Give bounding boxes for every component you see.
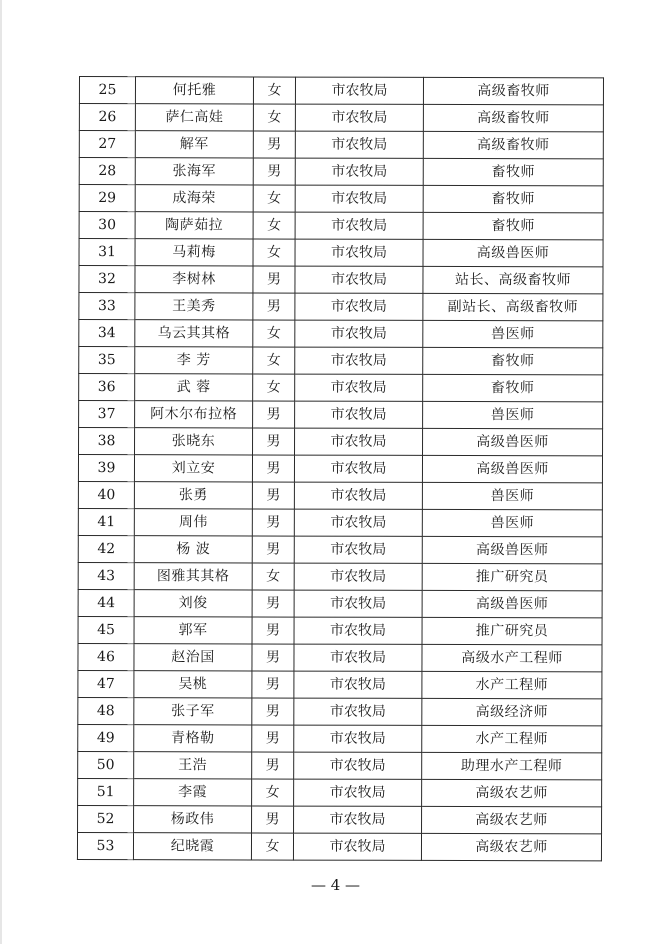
unit-cell: 市农牧局 xyxy=(295,293,423,320)
unit-cell: 市农牧局 xyxy=(294,779,422,806)
name-cell: 青格勒 xyxy=(134,725,252,752)
table-row xyxy=(78,670,602,698)
row-number-cell: 31 xyxy=(79,239,135,266)
unit-cell: 市农牧局 xyxy=(295,212,423,239)
title-cell: 高级畜牧师 xyxy=(423,104,603,131)
title-cell: 高级兽医师 xyxy=(422,455,602,482)
row-number-cell: 25 xyxy=(79,77,135,104)
name-cell: 刘俊 xyxy=(134,590,252,617)
row-number-cell: 30 xyxy=(79,212,135,239)
table-row xyxy=(78,589,602,617)
row-number-cell: 32 xyxy=(79,266,135,293)
title-cell: 兽医师 xyxy=(422,482,602,509)
title-cell: 高级水产工程师 xyxy=(422,644,602,671)
gender-cell: 男 xyxy=(252,725,294,752)
name-cell: 李霞 xyxy=(134,779,252,806)
name-cell: 杨政伟 xyxy=(134,806,252,833)
unit-cell: 市农牧局 xyxy=(294,644,422,671)
title-cell: 高级畜牧师 xyxy=(423,77,603,104)
row-number-cell: 48 xyxy=(78,697,134,724)
name-cell: 萨仁高娃 xyxy=(135,104,253,131)
unit-cell: 市农牧局 xyxy=(294,725,422,752)
title-cell: 高级农艺师 xyxy=(422,779,602,806)
unit-cell: 市农牧局 xyxy=(294,590,422,617)
table-row xyxy=(79,104,603,132)
row-number-cell: 41 xyxy=(78,508,134,535)
unit-cell: 市农牧局 xyxy=(294,617,422,644)
name-cell: 张子军 xyxy=(134,698,252,725)
row-number-cell: 40 xyxy=(78,481,134,508)
name-cell: 李树林 xyxy=(135,266,253,293)
title-cell: 高级农艺师 xyxy=(422,806,602,833)
gender-cell: 女 xyxy=(253,239,295,266)
name-cell: 张勇 xyxy=(134,482,252,509)
table-row xyxy=(79,428,603,456)
gender-cell: 男 xyxy=(253,428,295,455)
title-cell: 高级兽医师 xyxy=(423,239,603,266)
gender-cell: 女 xyxy=(253,77,295,104)
unit-cell: 市农牧局 xyxy=(295,185,423,212)
row-number-cell: 53 xyxy=(77,832,133,859)
row-number-cell: 43 xyxy=(78,562,134,589)
title-cell: 畜牧师 xyxy=(423,158,603,185)
gender-cell: 男 xyxy=(252,482,294,509)
gender-cell: 女 xyxy=(253,212,295,239)
unit-cell: 市农牧局 xyxy=(294,455,422,482)
unit-cell: 市农牧局 xyxy=(295,428,423,455)
gender-cell: 女 xyxy=(253,347,295,374)
name-cell: 郭军 xyxy=(134,617,252,644)
gender-cell: 女 xyxy=(253,185,295,212)
row-number-cell: 45 xyxy=(78,616,134,643)
name-cell: 纪晓霞 xyxy=(133,833,251,860)
row-number-cell: 34 xyxy=(79,320,135,347)
unit-cell: 市农牧局 xyxy=(295,131,423,158)
page-edge-shadow xyxy=(0,0,2,944)
gender-cell: 男 xyxy=(252,455,294,482)
gender-cell: 女 xyxy=(251,833,293,860)
table-row xyxy=(79,320,603,348)
name-cell: 杨 波 xyxy=(134,536,252,563)
table-row xyxy=(79,293,603,321)
table-row xyxy=(78,778,602,806)
gender-cell: 女 xyxy=(253,374,295,401)
row-number-cell: 26 xyxy=(79,104,135,131)
gender-cell: 男 xyxy=(253,293,295,320)
table-row xyxy=(78,562,602,590)
table-row xyxy=(78,481,602,509)
unit-cell: 市农牧局 xyxy=(293,833,421,860)
table-row xyxy=(79,347,603,375)
row-number-cell: 33 xyxy=(79,293,135,320)
unit-cell: 市农牧局 xyxy=(294,536,422,563)
name-cell: 阿木尔布拉格 xyxy=(135,401,253,428)
row-number-cell: 44 xyxy=(78,589,134,616)
row-number-cell: 27 xyxy=(79,131,135,158)
title-cell: 兽医师 xyxy=(423,401,603,428)
gender-cell: 男 xyxy=(253,266,295,293)
title-cell: 高级兽医师 xyxy=(422,536,602,563)
row-number-cell: 29 xyxy=(79,185,135,212)
table-row xyxy=(78,643,602,671)
personnel-table xyxy=(77,76,604,861)
name-cell: 刘立安 xyxy=(134,455,252,482)
gender-cell: 男 xyxy=(253,158,295,185)
gender-cell: 男 xyxy=(253,131,295,158)
table-row xyxy=(78,616,602,644)
title-cell: 推广研究员 xyxy=(422,617,602,644)
row-number-cell: 46 xyxy=(78,643,134,670)
name-cell: 周伟 xyxy=(134,509,252,536)
title-cell: 畜牧师 xyxy=(423,212,603,239)
table-row xyxy=(78,455,602,483)
unit-cell: 市农牧局 xyxy=(295,401,423,428)
name-cell: 赵治国 xyxy=(134,644,252,671)
name-cell: 李 芳 xyxy=(135,347,253,374)
name-cell: 乌云其其格 xyxy=(135,320,253,347)
row-number-cell: 42 xyxy=(78,535,134,562)
unit-cell: 市农牧局 xyxy=(295,158,423,185)
title-cell: 兽医师 xyxy=(422,509,602,536)
gender-cell: 男 xyxy=(252,536,294,563)
gender-cell: 女 xyxy=(253,320,295,347)
table-row xyxy=(78,724,602,752)
name-cell: 陶萨茹拉 xyxy=(135,212,253,239)
table-row xyxy=(78,535,602,563)
title-cell: 水产工程师 xyxy=(422,725,602,752)
name-cell: 马莉梅 xyxy=(135,239,253,266)
row-number-cell: 39 xyxy=(78,455,134,482)
row-number-cell: 35 xyxy=(79,347,135,374)
unit-cell: 市农牧局 xyxy=(294,698,422,725)
title-cell: 兽医师 xyxy=(423,320,603,347)
unit-cell: 市农牧局 xyxy=(294,563,422,590)
table-row xyxy=(79,239,603,267)
row-number-cell: 36 xyxy=(79,374,135,401)
title-cell: 高级兽医师 xyxy=(423,428,603,455)
row-number-cell: 28 xyxy=(79,158,135,185)
name-cell: 何托雅 xyxy=(135,77,253,104)
gender-cell: 男 xyxy=(252,752,294,779)
title-cell: 畜牧师 xyxy=(423,347,603,374)
name-cell: 王美秀 xyxy=(135,293,253,320)
personnel-table-body xyxy=(77,77,603,861)
gender-cell: 男 xyxy=(252,590,294,617)
title-cell: 副站长、高级畜牧师 xyxy=(423,293,603,320)
title-cell: 高级兽医师 xyxy=(422,590,602,617)
table-row xyxy=(77,832,601,860)
gender-cell: 男 xyxy=(252,671,294,698)
table-row xyxy=(78,697,602,725)
table-row xyxy=(79,266,603,294)
title-cell: 站长、高级畜牧师 xyxy=(423,266,603,293)
title-cell: 畜牧师 xyxy=(423,185,603,212)
title-cell: 畜牧师 xyxy=(423,374,603,401)
table-row xyxy=(79,374,603,402)
unit-cell: 市农牧局 xyxy=(294,752,422,779)
row-number-cell: 49 xyxy=(78,724,134,751)
name-cell: 张晓东 xyxy=(135,428,253,455)
unit-cell: 市农牧局 xyxy=(294,671,422,698)
page-number: — 4 — xyxy=(310,876,361,894)
table-row xyxy=(79,185,603,213)
unit-cell: 市农牧局 xyxy=(295,374,423,401)
unit-cell: 市农牧局 xyxy=(295,347,423,374)
unit-cell: 市农牧局 xyxy=(294,482,422,509)
row-number-cell: 51 xyxy=(78,778,134,805)
table-row xyxy=(79,77,603,105)
unit-cell: 市农牧局 xyxy=(295,320,423,347)
name-cell: 吴桃 xyxy=(134,671,252,698)
gender-cell: 男 xyxy=(252,509,294,536)
row-number-cell: 37 xyxy=(79,401,135,428)
title-cell: 推广研究员 xyxy=(422,563,602,590)
title-cell: 高级畜牧师 xyxy=(423,131,603,158)
gender-cell: 男 xyxy=(252,698,294,725)
unit-cell: 市农牧局 xyxy=(295,239,423,266)
title-cell: 水产工程师 xyxy=(422,671,602,698)
title-cell: 助理水产工程师 xyxy=(422,752,602,779)
title-cell: 高级经济师 xyxy=(422,698,602,725)
gender-cell: 男 xyxy=(252,806,294,833)
name-cell: 武 蓉 xyxy=(135,374,253,401)
name-cell: 张海军 xyxy=(135,158,253,185)
row-number-cell: 52 xyxy=(78,805,134,832)
name-cell: 成海荣 xyxy=(135,185,253,212)
table-row xyxy=(78,508,602,536)
table-row xyxy=(79,212,603,240)
unit-cell: 市农牧局 xyxy=(295,77,423,104)
unit-cell: 市农牧局 xyxy=(294,806,422,833)
unit-cell: 市农牧局 xyxy=(294,509,422,536)
gender-cell: 女 xyxy=(252,779,294,806)
name-cell: 解军 xyxy=(135,131,253,158)
unit-cell: 市农牧局 xyxy=(295,266,423,293)
unit-cell: 市农牧局 xyxy=(295,104,423,131)
table-row xyxy=(78,751,602,779)
gender-cell: 男 xyxy=(253,401,295,428)
row-number-cell: 47 xyxy=(78,670,134,697)
gender-cell: 女 xyxy=(253,104,295,131)
table-row xyxy=(78,805,602,833)
title-cell: 高级农艺师 xyxy=(421,833,601,860)
name-cell: 王浩 xyxy=(134,752,252,779)
table-row xyxy=(79,158,603,186)
gender-cell: 男 xyxy=(252,617,294,644)
table-row xyxy=(79,401,603,429)
name-cell: 图雅其其格 xyxy=(134,563,252,590)
gender-cell: 女 xyxy=(252,563,294,590)
row-number-cell: 38 xyxy=(79,428,135,455)
row-number-cell: 50 xyxy=(78,751,134,778)
gender-cell: 男 xyxy=(252,644,294,671)
table-row xyxy=(79,131,603,159)
